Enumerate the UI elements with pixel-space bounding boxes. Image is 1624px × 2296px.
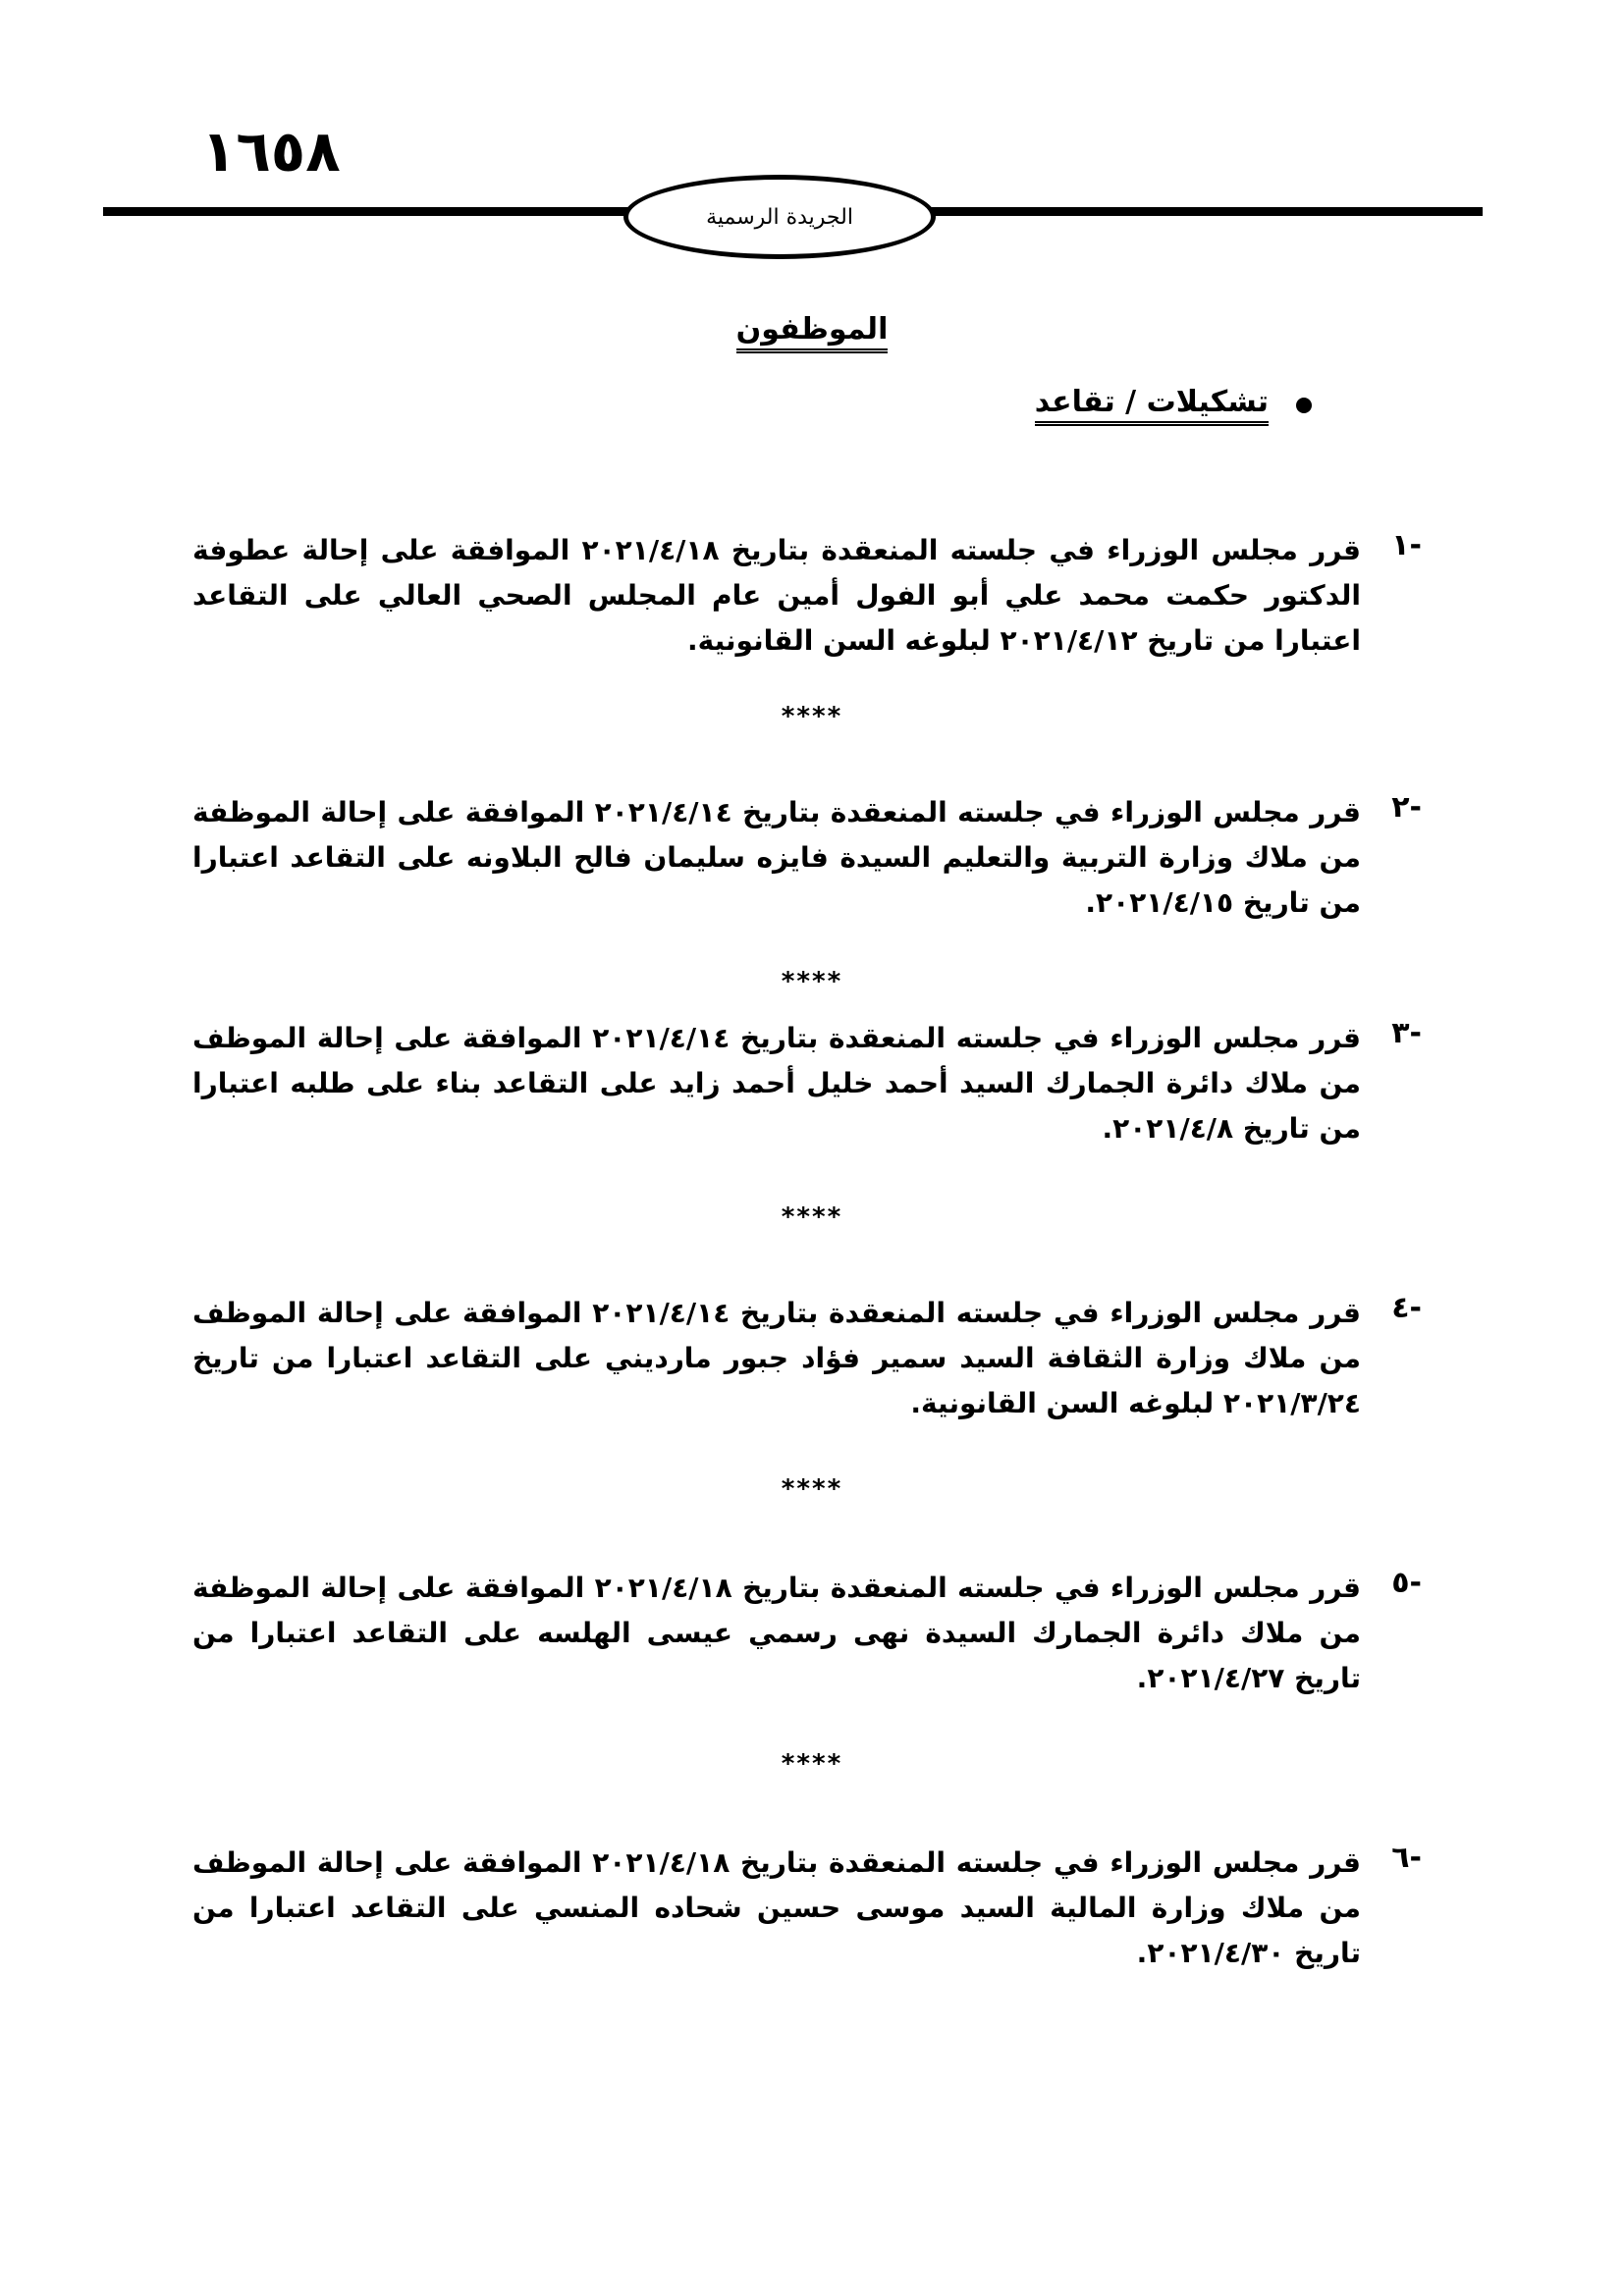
item-text: قرر مجلس الوزراء في جلسته المنعقدة بتاريخ ٢٠٢١/٤/١٨ الموافقة على إحالة الموظف من ملاك وزارة المالية السيد موسى حسين شحاده المنسي على التقاعد اعتبارا من تاريخ ٢٠٢١/٤/٣٠. <box>192 1846 1361 1969</box>
subsection-heading <box>1035 385 1312 426</box>
decision-item <box>192 1291 1422 1426</box>
item-text: قرر مجلس الوزراء في جلسته المنعقدة بتاريخ ٢٠٢١/٤/١٤ الموافقة على إحالة الموظف من ملاك دائرة الجمارك السيد أحمد خليل أحمد زايد على التقاعد بناء على طلبه اعتبارا من تاريخ ٢٠٢١/٤/٨. <box>192 1022 1361 1145</box>
item-number: -١ <box>1391 528 1422 562</box>
item-number: -٤ <box>1391 1291 1422 1325</box>
section-title-text: الموظفون <box>736 312 889 353</box>
item-text: قرر مجلس الوزراء في جلسته المنعقدة بتاريخ ٢٠٢١/٤/١٨ الموافقة على إحالة الموظفة من ملاك دائرة الجمارك السيدة نهى رسمي عيسى الهلسه على التقاعد اعتبارا من تاريخ ٢٠٢١/٤/٢٧. <box>192 1572 1361 1694</box>
bullet-icon <box>1296 398 1312 413</box>
separator: **** <box>781 1202 843 1232</box>
separator: **** <box>781 702 843 731</box>
item-number: -٣ <box>1391 1016 1422 1050</box>
page-number: ١٦٥٨ <box>201 118 341 185</box>
separator: **** <box>781 1474 843 1504</box>
decision-item <box>192 528 1422 664</box>
decision-item <box>192 1016 1422 1151</box>
item-text: قرر مجلس الوزراء في جلسته المنعقدة بتاريخ ٢٠٢١/٤/١٤ الموافقة على إحالة الموظف من ملاك وزارة الثقافة السيد سمير فؤاد جبور مارديني على التقاعد اعتبارا من تاريخ ٢٠٢١/٣/٢٤ لبلوغه السن القانونية. <box>192 1297 1361 1419</box>
separator: **** <box>781 967 843 996</box>
decision-item <box>192 1566 1422 1701</box>
item-text: قرر مجلس الوزراء في جلسته المنعقدة بتاريخ ٢٠٢١/٤/١٤ الموافقة على إحالة الموظفة من ملاك وزارة التربية والتعليم السيدة فايزه سليمان فالح البلاونه على التقاعد اعتبارا من تاريخ ٢٠٢١/٤/١٥. <box>192 796 1361 919</box>
publication-name: الجريدة الرسمية <box>706 204 853 230</box>
separator: **** <box>781 1749 843 1779</box>
decision-item <box>192 790 1422 926</box>
section-title <box>0 312 1624 347</box>
item-number: -٦ <box>1391 1841 1422 1875</box>
item-number: -٥ <box>1391 1566 1422 1600</box>
item-text: قرر مجلس الوزراء في جلسته المنعقدة بتاريخ ٢٠٢١/٤/١٨ الموافقة على إحالة عطوفة الدكتور حكمت محمد علي أبو الفول أمين عام المجلس الصحي العالي على التقاعد اعتبارا من تاريخ ٢٠٢١/٤/١٢ لبلوغه السن القانونية. <box>192 534 1362 657</box>
item-number: -٢ <box>1391 790 1422 825</box>
publication-badge <box>623 175 936 259</box>
subsection-title: تشكيلات / تقاعد <box>1035 385 1269 426</box>
decision-item <box>192 1841 1422 1976</box>
